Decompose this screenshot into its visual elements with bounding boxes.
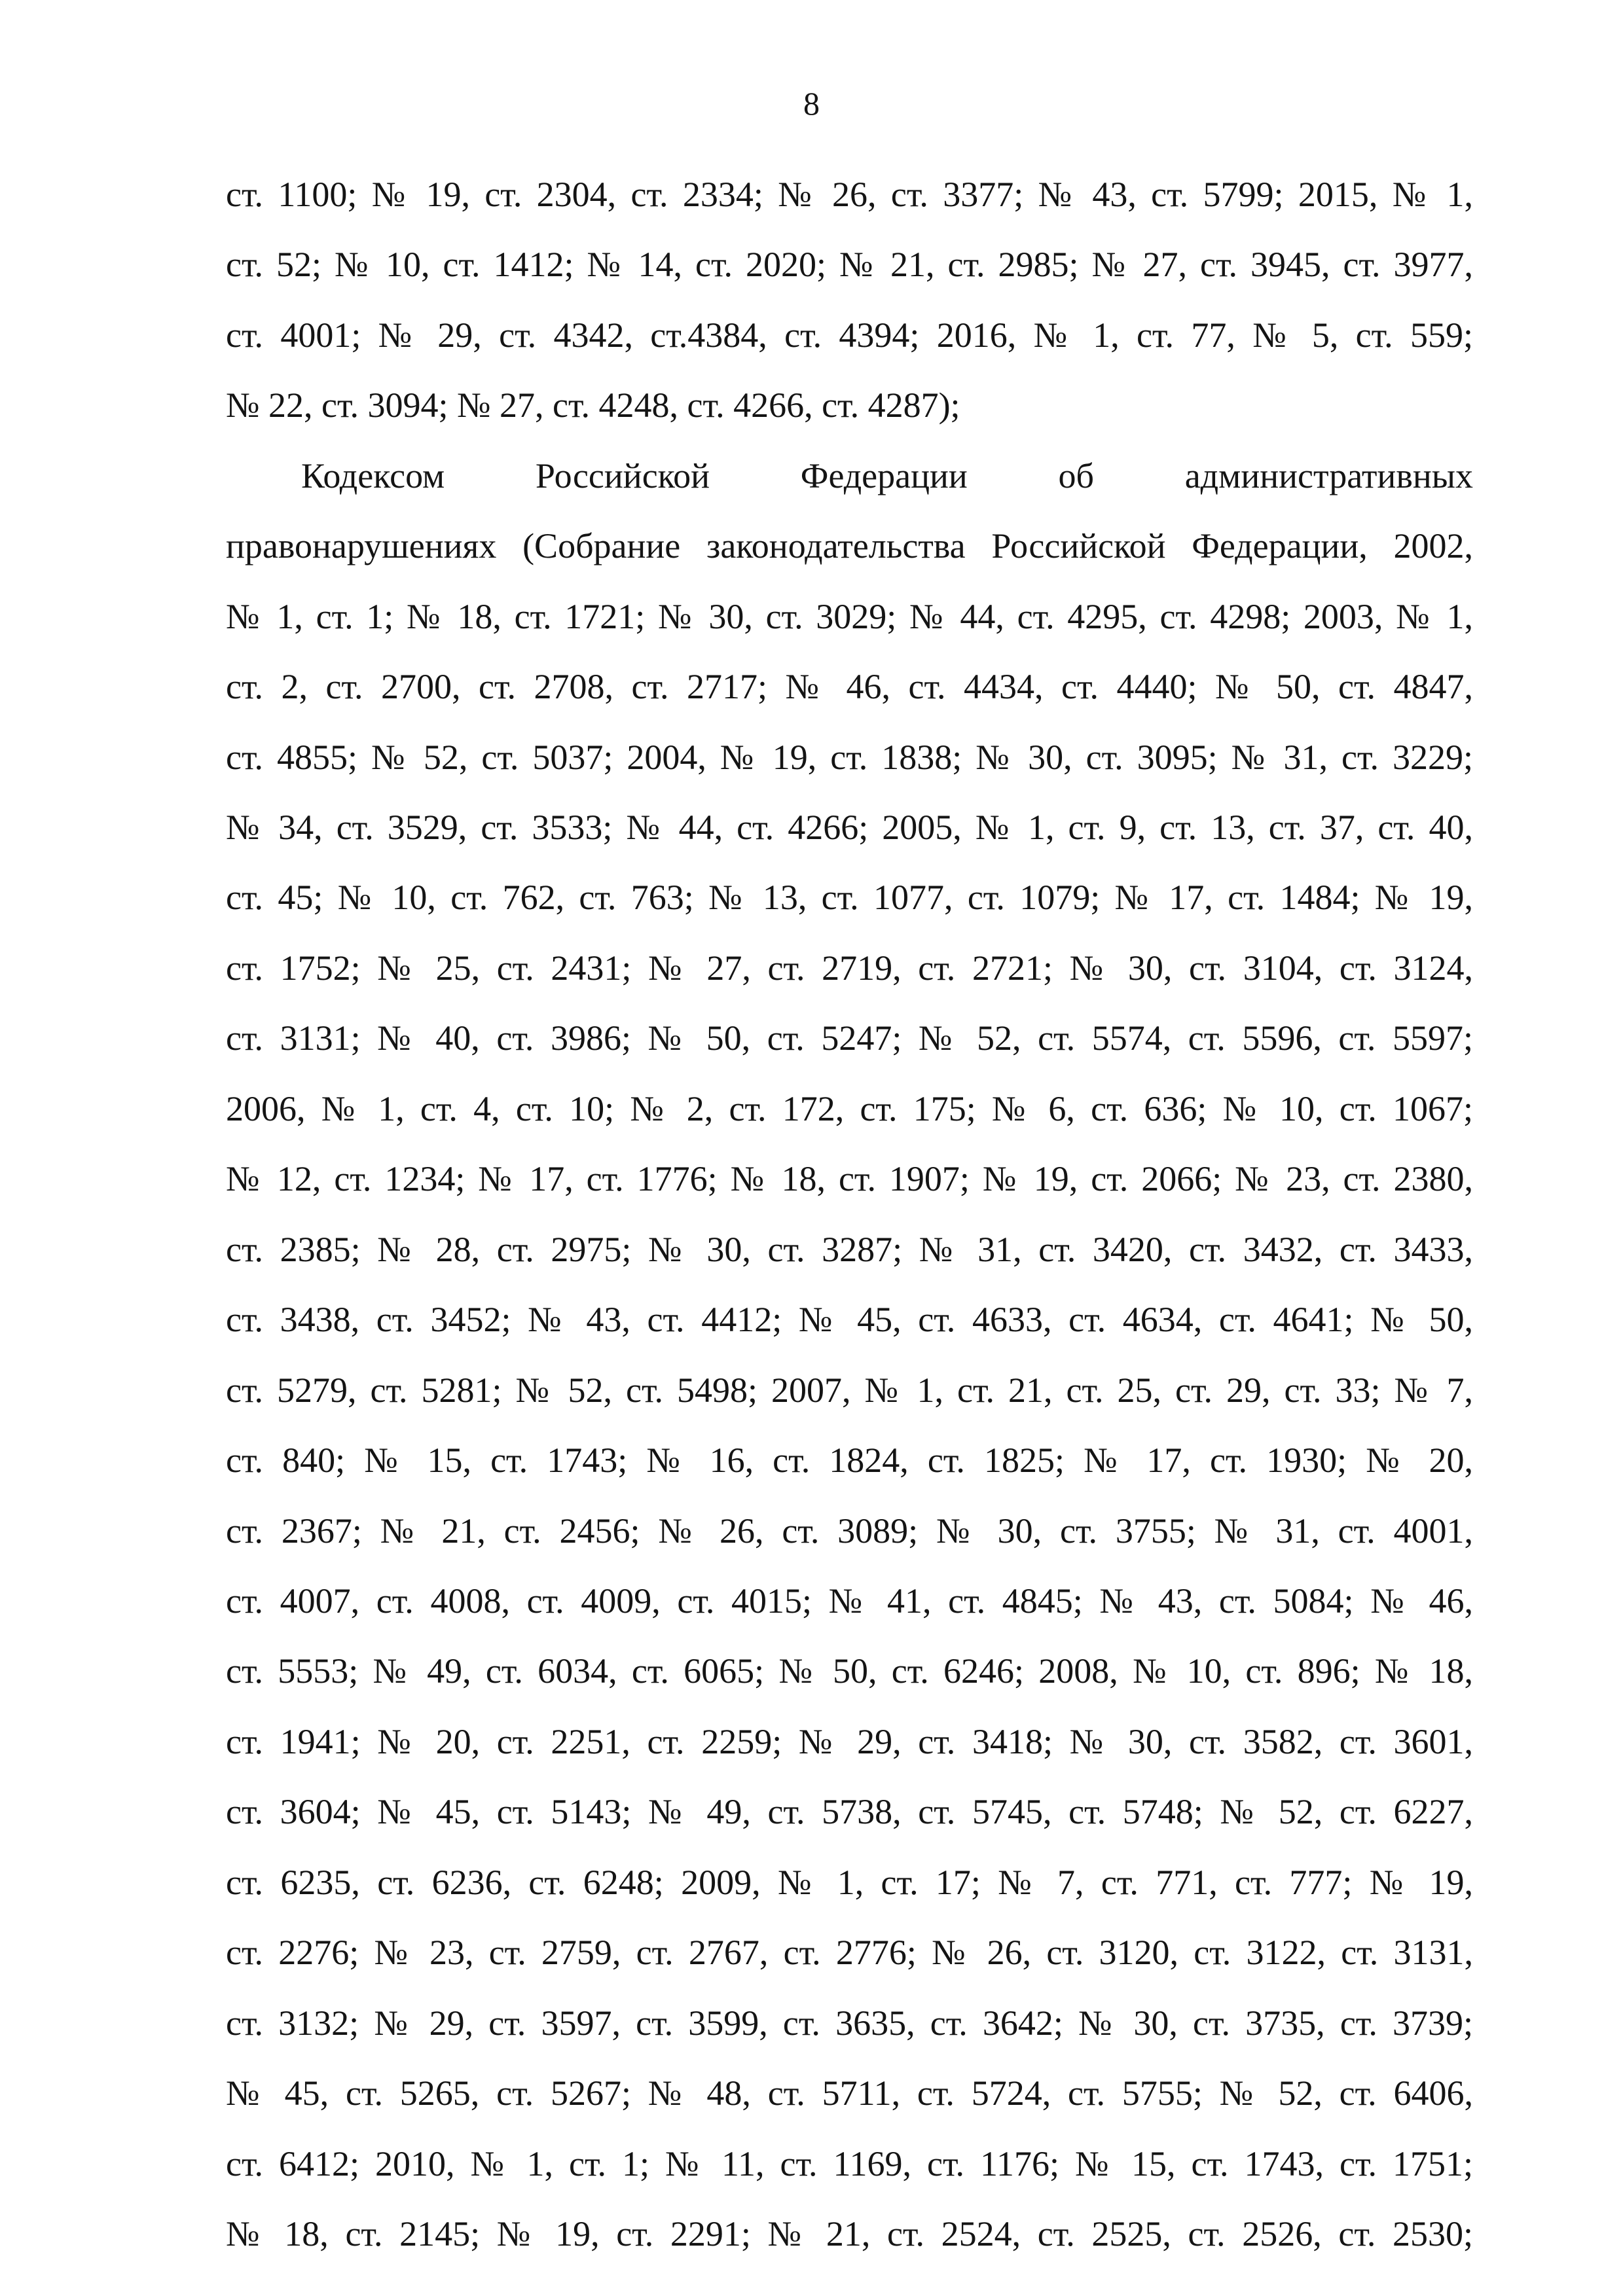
text-line-11: ст. 45; № 10, ст. 762, ст. 763; № 13, ст. 1077, ст. 1079; № 17, ст. 1484; № 19, bbox=[226, 878, 1473, 918]
text-line-30: № 18, ст. 2145; № 19, ст. 2291; № 21, ст. 2524, ст. 2525, ст. 2526, ст. 2530; bbox=[226, 2214, 1473, 2253]
text-line-19: ст. 840; № 15, ст. 1743; № 16, ст. 1824, ст. 1825; № 17, ст. 1930; № 20, bbox=[226, 1441, 1473, 1480]
text-line-12: ст. 1752; № 25, ст. 2431; № 27, ст. 2719, ст. 2721; № 30, ст. 3104, ст. 3124, bbox=[226, 948, 1473, 988]
text-line-26: ст. 2276; № 23, ст. 2759, ст. 2767, ст. 2776; № 26, ст. 3120, ст. 3122, ст. 3131, bbox=[226, 1933, 1473, 1973]
text-line-4: № 22, ст. 3094; № 27, ст. 4248, ст. 4266, ст. 4287); bbox=[226, 386, 960, 425]
text-line-16: ст. 2385; № 28, ст. 2975; № 30, ст. 3287; № 31, ст. 3420, ст. 3432, ст. 3433, bbox=[226, 1229, 1473, 1269]
text-line-2: ст. 52; № 10, ст. 1412; № 14, ст. 2020; № 21, ст. 2985; № 27, ст. 3945, ст. 3977, bbox=[226, 245, 1473, 285]
text-line-28: № 45, ст. 5265, ст. 5267; № 48, ст. 5711, ст. 5724, ст. 5755; № 52, ст. 6406, bbox=[226, 2073, 1473, 2113]
text-line-27: ст. 3132; № 29, ст. 3597, ст. 3599, ст. 3635, ст. 3642; № 30, ст. 3735, ст. 3739; bbox=[226, 2003, 1473, 2043]
text-line-5-paragraph-start: Кодексом Российской Федерации об административных bbox=[301, 456, 1473, 495]
text-line-7: № 1, ст. 1; № 18, ст. 1721; № 30, ст. 3029; № 44, ст. 4295, ст. 4298; 2003, № 1, bbox=[226, 596, 1473, 636]
text-line-6: правонарушениях (Собрание законодательства Российской Федерации, 2002, bbox=[226, 526, 1473, 566]
text-line-25: ст. 6235, ст. 6236, ст. 6248; 2009, № 1, ст. 17; № 7, ст. 771, ст. 777; № 19, bbox=[226, 1862, 1473, 1902]
text-line-24: ст. 3604; № 45, ст. 5143; № 49, ст. 5738, ст. 5745, ст. 5748; № 52, ст. 6227, bbox=[226, 1792, 1473, 1832]
text-line-8: ст. 2, ст. 2700, ст. 2708, ст. 2717; № 46, ст. 4434, ст. 4440; № 50, ст. 4847, bbox=[226, 667, 1473, 707]
text-line-20: ст. 2367; № 21, ст. 2456; № 26, ст. 3089; № 30, ст. 3755; № 31, ст. 4001, bbox=[226, 1511, 1473, 1551]
text-line-3: ст. 4001; № 29, ст. 4342, ст.4384, ст. 4394; 2016, № 1, ст. 77, № 5, ст. 559; bbox=[226, 315, 1473, 355]
text-line-22: ст. 5553; № 49, ст. 6034, ст. 6065; № 50, ст. 6246; 2008, № 10, ст. 896; № 18, bbox=[226, 1651, 1473, 1691]
page-number: 8 bbox=[803, 85, 820, 122]
text-line-29: ст. 6412; 2010, № 1, ст. 1; № 11, ст. 1169, ст. 1176; № 15, ст. 1743, ст. 1751; bbox=[226, 2144, 1473, 2183]
text-line-15: № 12, ст. 1234; № 17, ст. 1776; № 18, ст. 1907; № 19, ст. 2066; № 23, ст. 2380, bbox=[226, 1159, 1473, 1199]
text-line-23: ст. 1941; № 20, ст. 2251, ст. 2259; № 29, ст. 3418; № 30, ст. 3582, ст. 3601, bbox=[226, 1721, 1473, 1761]
text-line-17: ст. 3438, ст. 3452; № 43, ст. 4412; № 45, ст. 4633, ст. 4634, ст. 4641; № 50, bbox=[226, 1300, 1473, 1340]
text-line-21: ст. 4007, ст. 4008, ст. 4009, ст. 4015; № 41, ст. 4845; № 43, ст. 5084; № 46, bbox=[226, 1581, 1473, 1621]
text-line-9: ст. 4855; № 52, ст. 5037; 2004, № 19, ст. 1838; № 30, ст. 3095; № 31, ст. 3229; bbox=[226, 737, 1473, 777]
text-line-13: ст. 3131; № 40, ст. 3986; № 50, ст. 5247; № 52, ст. 5574, ст. 5596, ст. 5597; bbox=[226, 1018, 1473, 1058]
text-line-10: № 34, ст. 3529, ст. 3533; № 44, ст. 4266; 2005, № 1, ст. 9, ст. 13, ст. 37, ст. 40, bbox=[226, 808, 1473, 848]
text-line-1: ст. 1100; № 19, ст. 2304, ст. 2334; № 26, ст. 3377; № 43, ст. 5799; 2015, № 1, bbox=[226, 175, 1473, 214]
text-line-18: ст. 5279, ст. 5281; № 52, ст. 5498; 2007, № 1, ст. 21, ст. 25, ст. 29, ст. 33; № 7, bbox=[226, 1370, 1473, 1410]
text-line-14: 2006, № 1, ст. 4, ст. 10; № 2, ст. 172, ст. 175; № 6, ст. 636; № 10, ст. 1067; bbox=[226, 1088, 1473, 1128]
